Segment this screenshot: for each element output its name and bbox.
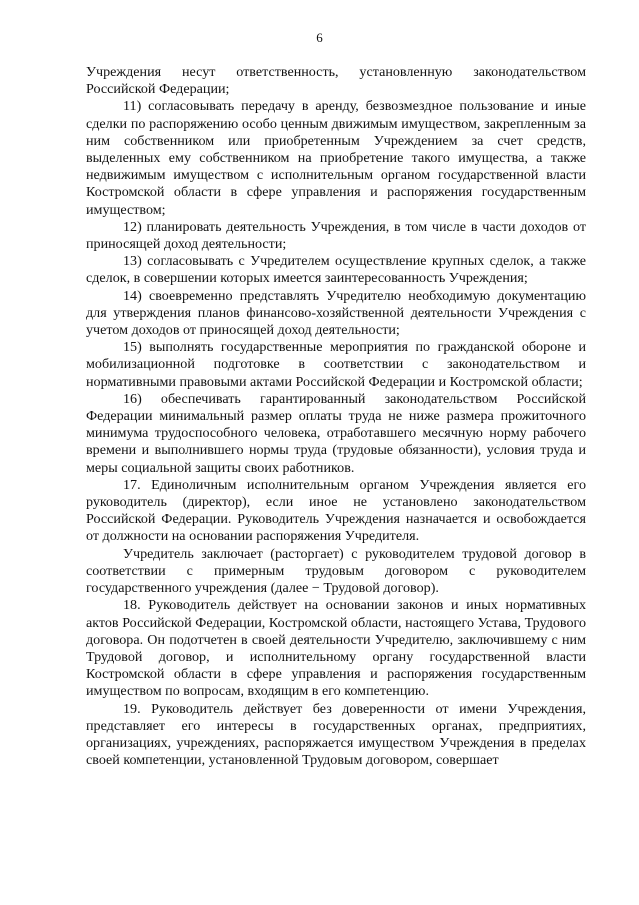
paragraph-section-18: 18. Руководитель действует на основании законов и иных нормативных актов Российской Федерации, Костромской области, настоящего Устава, Трудового договора. Он подотчетен в своей деятельности Учредителю, заключившему с ним Трудовой договор, и исполнительному органу государственной власти Костромской области в сфере управления и распоряжения государственным имуществом по вопросам, входящим в его компетенцию. [86,597,586,700]
paragraph-item-12: 12) планировать деятельность Учреждения, в том числе в части доходов от приносящей доход деятельности; [86,218,586,253]
paragraph-item-14: 14) своевременно представлять Учредителю необходимую документацию для утверждения планов финансово-хозяйственной деятельности Учреждения с учетом доходов от приносящей доход деятельности; [86,287,586,339]
paragraph-item-16: 16) обеспечивать гарантированный законодательством Российской Федерации минимальный размер оплаты труда не ниже размера прожиточного минимума трудоспособного человека, отработавшего месячную норму рабочего времени и выполнившего нормы труда (трудовые обязанности), условия труда и меры социальной защиты своих работников. [86,390,586,476]
paragraph-section-17-contract: Учредитель заключает (расторгает) с руководителем трудовой договор в соответствии с примерным трудовым договором с руководителем государственного учреждения (далее − Трудовой договор). [86,545,586,597]
paragraph-section-17: 17. Единоличным исполнительным органом Учреждения является его руководитель (директор), если иное не установлено законодательством Российской Федерации. Руководитель Учреждения назначается и освобождается от должности на основании распоряжения Учредителя. [86,476,586,545]
paragraph-item-13: 13) согласовывать с Учредителем осуществление крупных сделок, а также сделок, в совершении которых имеется заинтересованность Учреждения; [86,253,586,287]
page-number: 6 [316,30,323,45]
paragraph-item-15: 15) выполнять государственные мероприятия по гражданской обороне и мобилизационной подготовке в соответствии с законодательством и нормативными правовыми актами Российской Федерации и Костромской области; [86,339,586,390]
paragraph-item-11: 11) согласовывать передачу в аренду, безвозмездное пользование и иные сделки по распоряжению особо ценным движимым имуществом, закрепленным за ним собственником или приобретенным Учреждением за счет средств, выделенных ему собственником на приобретение такого имущества, а также недвижимым имуществом с исполнительным органом государственной власти Костромской области в сфере управления и распоряжения государственным имуществом; [86,98,586,218]
document-body [86,64,586,769]
paragraph-section-19: 19. Руководитель действует без доверенности от имени Учреждения, представляет его интересы в государственных органах, предприятиях, организациях, учреждениях, распоряжается имуществом Учреждения в пределах своей компетенции, установленной Трудовым договором, совершает [86,700,586,769]
paragraph-continuation: Учреждения несут ответственность, установленную законодательством Российской Федерации; [86,64,586,98]
